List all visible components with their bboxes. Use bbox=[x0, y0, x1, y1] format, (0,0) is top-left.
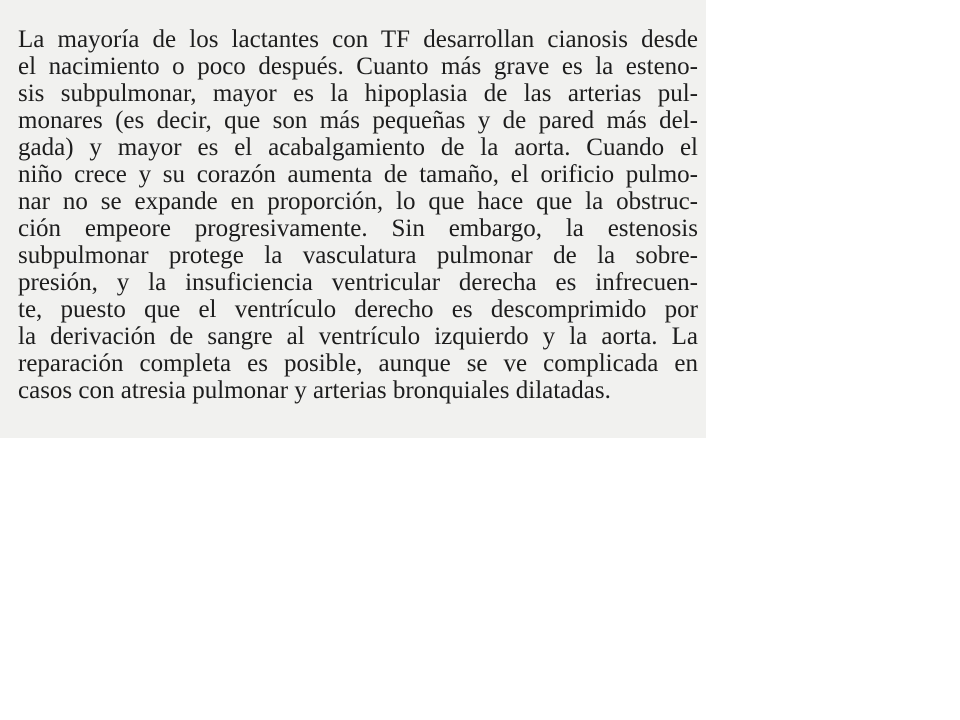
paragraph-line: subpulmonar protege la vasculatura pulmonar de la sobre- bbox=[18, 242, 698, 269]
paragraph-line: te, puesto que el ventrículo derecho es descomprimido por bbox=[18, 296, 698, 323]
paragraph-line: casos con atresia pulmonar y arterias bronquiales dilatadas. bbox=[18, 377, 611, 404]
paragraph-line: ción empeore progresivamente. Sin embargo, la estenosis bbox=[18, 215, 698, 242]
paragraph-line: niño crece y su corazón aumenta de tamaño, el orificio pulmo- bbox=[18, 161, 698, 188]
paragraph-line: monares (es decir, que son más pequeñas y de pared más del- bbox=[18, 107, 698, 134]
paragraph-line: gada) y mayor es el acabalgamiento de la aorta. Cuando el bbox=[18, 134, 698, 161]
paragraph-line: la derivación de sangre al ventrículo izquierdo y la aorta. La bbox=[18, 323, 698, 350]
paragraph-line: La mayoría de los lactantes con TF desarrollan cianosis desde bbox=[18, 26, 698, 53]
body-paragraph bbox=[18, 26, 698, 404]
cut-off-top-line bbox=[14, 0, 704, 10]
paragraph-line: presión, y la insuficiencia ventricular derecha es infrecuen- bbox=[18, 269, 698, 296]
paragraph-line: el nacimiento o poco después. Cuanto más grave es la esteno- bbox=[18, 53, 698, 80]
scanned-text-excerpt bbox=[0, 0, 706, 438]
paragraph-line: reparación completa es posible, aunque se ve complicada en bbox=[18, 350, 698, 377]
paragraph-line: nar no se expande en proporción, lo que hace que la obstruc- bbox=[18, 188, 698, 215]
paragraph-line: sis subpulmonar, mayor es la hipoplasia de las arterias pul- bbox=[18, 80, 698, 107]
